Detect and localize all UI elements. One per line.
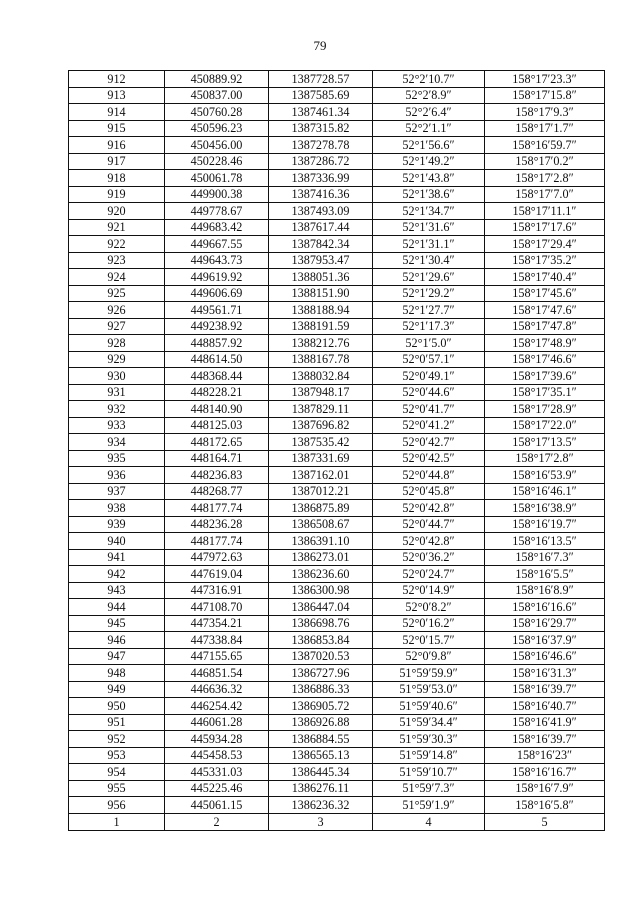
table-row (69, 285, 605, 302)
table-row (69, 203, 605, 220)
y-coordinate-cell: 1386565.13 (269, 747, 373, 764)
latitude-cell: 51°59′59.9″ (373, 665, 485, 682)
table-row (69, 599, 605, 616)
y-coordinate-cell: 1386445.34 (269, 764, 373, 781)
x-coordinate-cell: 450596.23 (165, 120, 269, 137)
point-number-cell: 951 (69, 714, 165, 731)
x-coordinate-cell: 448177.74 (165, 500, 269, 517)
point-number-cell: 936 (69, 467, 165, 484)
point-number-cell: 918 (69, 170, 165, 187)
table-row (69, 549, 605, 566)
latitude-cell: 52°1′17.3″ (373, 318, 485, 335)
x-coordinate-cell: 447972.63 (165, 549, 269, 566)
latitude-cell: 52°1′30.4″ (373, 252, 485, 269)
y-coordinate-cell: 1386884.55 (269, 731, 373, 748)
x-coordinate-cell: 450837.00 (165, 87, 269, 104)
point-number-cell: 922 (69, 236, 165, 253)
latitude-cell: 52°0′45.8″ (373, 483, 485, 500)
latitude-cell: 51°59′53.0″ (373, 681, 485, 698)
point-number-cell: 924 (69, 269, 165, 286)
x-coordinate-cell: 448268.77 (165, 483, 269, 500)
table-row (69, 566, 605, 583)
x-coordinate-cell: 448368.44 (165, 368, 269, 385)
latitude-cell: 51°59′34.4″ (373, 714, 485, 731)
longitude-cell: 158°17′35.1″ (485, 384, 605, 401)
y-coordinate-cell: 1387012.21 (269, 483, 373, 500)
y-coordinate-cell: 1386508.67 (269, 516, 373, 533)
longitude-cell: 158°16′29.7″ (485, 615, 605, 632)
latitude-cell: 52°0′15.7″ (373, 632, 485, 649)
longitude-cell: 158°17′45.6″ (485, 285, 605, 302)
longitude-cell: 158°16′31.3″ (485, 665, 605, 682)
table-row (69, 582, 605, 599)
table-row (69, 252, 605, 269)
y-coordinate-cell: 1386447.04 (269, 599, 373, 616)
x-coordinate-cell: 447619.04 (165, 566, 269, 583)
table-row (69, 698, 605, 715)
longitude-cell: 158°16′46.1″ (485, 483, 605, 500)
longitude-cell: 158°16′23″ (485, 747, 605, 764)
y-coordinate-cell: 1387286.72 (269, 153, 373, 170)
y-coordinate-cell: 1386926.88 (269, 714, 373, 731)
point-number-cell: 914 (69, 104, 165, 121)
y-coordinate-cell: 1387278.78 (269, 137, 373, 154)
y-coordinate-cell: 1388032.84 (269, 368, 373, 385)
x-coordinate-cell: 446636.32 (165, 681, 269, 698)
y-coordinate-cell: 1388167.78 (269, 351, 373, 368)
x-coordinate-cell: 450889.92 (165, 71, 269, 88)
table-row (69, 665, 605, 682)
table-row (69, 269, 605, 286)
longitude-cell: 158°16′16.7″ (485, 764, 605, 781)
latitude-cell: 52°0′44.7″ (373, 516, 485, 533)
longitude-cell: 158°16′39.7″ (485, 731, 605, 748)
x-coordinate-cell: 448228.21 (165, 384, 269, 401)
point-number-cell: 932 (69, 401, 165, 418)
point-number-cell: 950 (69, 698, 165, 715)
y-coordinate-cell: 1387331.69 (269, 450, 373, 467)
table-row (69, 615, 605, 632)
y-coordinate-cell: 1386698.76 (269, 615, 373, 632)
point-number-cell: 933 (69, 417, 165, 434)
table-row (69, 648, 605, 665)
point-number-cell: 934 (69, 434, 165, 451)
x-coordinate-cell: 449900.38 (165, 186, 269, 203)
latitude-cell: 52°0′44.8″ (373, 467, 485, 484)
latitude-cell: 52°1′29.2″ (373, 285, 485, 302)
x-coordinate-cell: 450456.00 (165, 137, 269, 154)
table-row (69, 681, 605, 698)
longitude-cell: 158°16′40.7″ (485, 698, 605, 715)
latitude-cell: 51°59′1.9″ (373, 797, 485, 814)
table-row (69, 335, 605, 352)
x-coordinate-cell: 449643.73 (165, 252, 269, 269)
point-number-cell: 942 (69, 566, 165, 583)
page-number: 79 (313, 38, 327, 53)
y-coordinate-cell: 1387416.36 (269, 186, 373, 203)
latitude-cell: 52°0′49.1″ (373, 368, 485, 385)
table-row (69, 533, 605, 550)
longitude-cell: 158°16′13.5″ (485, 533, 605, 550)
y-coordinate-cell: 1386853.84 (269, 632, 373, 649)
longitude-cell: 158°17′40.4″ (485, 269, 605, 286)
latitude-cell: 51°59′7.3″ (373, 780, 485, 797)
x-coordinate-cell: 448164.71 (165, 450, 269, 467)
latitude-cell: 52°0′14.9″ (373, 582, 485, 599)
point-number-cell: 955 (69, 780, 165, 797)
table-row (69, 120, 605, 137)
point-number-cell: 947 (69, 648, 165, 665)
x-coordinate-cell: 445331.03 (165, 764, 269, 781)
latitude-cell: 51°59′30.3″ (373, 731, 485, 748)
y-coordinate-cell: 1387585.69 (269, 87, 373, 104)
latitude-cell: 52°2′1.1″ (373, 120, 485, 137)
latitude-cell: 52°0′16.2″ (373, 615, 485, 632)
y-coordinate-cell: 1387020.53 (269, 648, 373, 665)
table-row (69, 483, 605, 500)
table-row (69, 236, 605, 253)
x-coordinate-cell: 446851.54 (165, 665, 269, 682)
x-coordinate-cell: 448857.92 (165, 335, 269, 352)
longitude-cell: 158°17′13.5″ (485, 434, 605, 451)
table-row (69, 747, 605, 764)
table-row (69, 170, 605, 187)
x-coordinate-cell: 448236.83 (165, 467, 269, 484)
latitude-cell: 52°1′49.2″ (373, 153, 485, 170)
table-row (69, 219, 605, 236)
point-number-cell: 916 (69, 137, 165, 154)
table-row (69, 714, 605, 731)
point-number-cell: 920 (69, 203, 165, 220)
table-row (69, 401, 605, 418)
y-coordinate-cell: 1387315.82 (269, 120, 373, 137)
table-row (69, 434, 605, 451)
x-coordinate-cell: 450061.78 (165, 170, 269, 187)
point-number-cell: 919 (69, 186, 165, 203)
table-row (69, 71, 605, 88)
column-number-cell: 2 (165, 813, 269, 830)
latitude-cell: 52°0′42.7″ (373, 434, 485, 451)
y-coordinate-cell: 1387829.11 (269, 401, 373, 418)
table-row (69, 87, 605, 104)
y-coordinate-cell: 1386875.89 (269, 500, 373, 517)
coordinates-table (68, 70, 605, 831)
longitude-cell: 158°16′39.7″ (485, 681, 605, 698)
latitude-cell: 52°0′41.2″ (373, 417, 485, 434)
latitude-cell: 52°0′36.2″ (373, 549, 485, 566)
x-coordinate-cell: 447338.84 (165, 632, 269, 649)
longitude-cell: 158°17′39.6″ (485, 368, 605, 385)
latitude-cell: 52°2′10.7″ (373, 71, 485, 88)
x-coordinate-cell: 448140.90 (165, 401, 269, 418)
x-coordinate-cell: 448172.65 (165, 434, 269, 451)
longitude-cell: 158°16′37.9″ (485, 632, 605, 649)
latitude-cell: 52°0′57.1″ (373, 351, 485, 368)
point-number-cell: 954 (69, 764, 165, 781)
longitude-cell: 158°17′23.3″ (485, 71, 605, 88)
x-coordinate-cell: 447108.70 (165, 599, 269, 616)
table-row (69, 186, 605, 203)
longitude-cell: 158°17′17.6″ (485, 219, 605, 236)
point-number-cell: 943 (69, 582, 165, 599)
x-coordinate-cell: 449667.55 (165, 236, 269, 253)
y-coordinate-cell: 1387728.57 (269, 71, 373, 88)
point-number-cell: 945 (69, 615, 165, 632)
longitude-cell: 158°17′15.8″ (485, 87, 605, 104)
longitude-cell: 158°17′28.9″ (485, 401, 605, 418)
y-coordinate-cell: 1386276.11 (269, 780, 373, 797)
y-coordinate-cell: 1386905.72 (269, 698, 373, 715)
longitude-cell: 158°16′7.9″ (485, 780, 605, 797)
longitude-cell: 158°17′7.0″ (485, 186, 605, 203)
longitude-cell: 158°17′2.8″ (485, 450, 605, 467)
point-number-cell: 949 (69, 681, 165, 698)
y-coordinate-cell: 1386236.60 (269, 566, 373, 583)
latitude-cell: 52°0′41.7″ (373, 401, 485, 418)
longitude-cell: 158°16′19.7″ (485, 516, 605, 533)
y-coordinate-cell: 1388212.76 (269, 335, 373, 352)
column-number-cell: 1 (69, 813, 165, 830)
x-coordinate-cell: 447155.65 (165, 648, 269, 665)
y-coordinate-cell: 1387696.82 (269, 417, 373, 434)
longitude-cell: 158°16′5.5″ (485, 566, 605, 583)
longitude-cell: 158°16′5.8″ (485, 797, 605, 814)
latitude-cell: 51°59′10.7″ (373, 764, 485, 781)
point-number-cell: 912 (69, 71, 165, 88)
point-number-cell: 931 (69, 384, 165, 401)
latitude-cell: 52°1′29.6″ (373, 269, 485, 286)
point-number-cell: 956 (69, 797, 165, 814)
point-number-cell: 913 (69, 87, 165, 104)
y-coordinate-cell: 1386236.32 (269, 797, 373, 814)
point-number-cell: 915 (69, 120, 165, 137)
x-coordinate-cell: 446061.28 (165, 714, 269, 731)
x-coordinate-cell: 445934.28 (165, 731, 269, 748)
point-number-cell: 927 (69, 318, 165, 335)
point-number-cell: 938 (69, 500, 165, 517)
y-coordinate-cell: 1387162.01 (269, 467, 373, 484)
point-number-cell: 941 (69, 549, 165, 566)
coordinates-table-body (69, 71, 605, 831)
column-number-cell: 5 (485, 813, 605, 830)
x-coordinate-cell: 450760.28 (165, 104, 269, 121)
y-coordinate-cell: 1387617.44 (269, 219, 373, 236)
latitude-cell: 52°1′31.1″ (373, 236, 485, 253)
table-row (69, 318, 605, 335)
latitude-cell: 51°59′14.8″ (373, 747, 485, 764)
x-coordinate-cell: 448177.74 (165, 533, 269, 550)
y-coordinate-cell: 1386300.98 (269, 582, 373, 599)
x-coordinate-cell: 445225.46 (165, 780, 269, 797)
longitude-cell: 158°17′9.3″ (485, 104, 605, 121)
y-coordinate-cell: 1386727.96 (269, 665, 373, 682)
table-row (69, 351, 605, 368)
column-number-cell: 3 (269, 813, 373, 830)
x-coordinate-cell: 448236.28 (165, 516, 269, 533)
column-number-cell: 4 (373, 813, 485, 830)
x-coordinate-cell: 449238.92 (165, 318, 269, 335)
point-number-cell: 946 (69, 632, 165, 649)
longitude-cell: 158°17′2.8″ (485, 170, 605, 187)
point-number-cell: 939 (69, 516, 165, 533)
table-row (69, 797, 605, 814)
latitude-cell: 52°2′6.4″ (373, 104, 485, 121)
y-coordinate-cell: 1388151.90 (269, 285, 373, 302)
y-coordinate-cell: 1387948.17 (269, 384, 373, 401)
latitude-cell: 52°2′8.9″ (373, 87, 485, 104)
x-coordinate-cell: 448614.50 (165, 351, 269, 368)
y-coordinate-cell: 1387336.99 (269, 170, 373, 187)
table-row (69, 467, 605, 484)
y-coordinate-cell: 1387461.34 (269, 104, 373, 121)
longitude-cell: 158°17′29.4″ (485, 236, 605, 253)
table-row (69, 516, 605, 533)
latitude-cell: 52°1′5.0″ (373, 335, 485, 352)
longitude-cell: 158°16′53.9″ (485, 467, 605, 484)
x-coordinate-cell: 445458.53 (165, 747, 269, 764)
latitude-cell: 52°0′24.7″ (373, 566, 485, 583)
table-row (69, 780, 605, 797)
point-number-cell: 948 (69, 665, 165, 682)
longitude-cell: 158°17′48.9″ (485, 335, 605, 352)
x-coordinate-cell: 449606.69 (165, 285, 269, 302)
longitude-cell: 158°16′46.6″ (485, 648, 605, 665)
x-coordinate-cell: 449619.92 (165, 269, 269, 286)
latitude-cell: 52°1′27.7″ (373, 302, 485, 319)
y-coordinate-cell: 1387535.42 (269, 434, 373, 451)
y-coordinate-cell: 1387842.34 (269, 236, 373, 253)
table-row (69, 450, 605, 467)
longitude-cell: 158°17′46.6″ (485, 351, 605, 368)
point-number-cell: 944 (69, 599, 165, 616)
point-number-cell: 952 (69, 731, 165, 748)
y-coordinate-cell: 1388191.59 (269, 318, 373, 335)
latitude-cell: 51°59′40.6″ (373, 698, 485, 715)
latitude-cell: 52°1′38.6″ (373, 186, 485, 203)
column-number-row (69, 813, 605, 830)
point-number-cell: 929 (69, 351, 165, 368)
point-number-cell: 923 (69, 252, 165, 269)
y-coordinate-cell: 1387953.47 (269, 252, 373, 269)
latitude-cell: 52°0′9.8″ (373, 648, 485, 665)
longitude-cell: 158°17′11.1″ (485, 203, 605, 220)
point-number-cell: 940 (69, 533, 165, 550)
latitude-cell: 52°0′8.2″ (373, 599, 485, 616)
longitude-cell: 158°16′41.9″ (485, 714, 605, 731)
y-coordinate-cell: 1386886.33 (269, 681, 373, 698)
point-number-cell: 935 (69, 450, 165, 467)
x-coordinate-cell: 449683.42 (165, 219, 269, 236)
table-row (69, 384, 605, 401)
table-row (69, 153, 605, 170)
table-row (69, 137, 605, 154)
latitude-cell: 52°1′43.8″ (373, 170, 485, 187)
y-coordinate-cell: 1386391.10 (269, 533, 373, 550)
x-coordinate-cell: 448125.03 (165, 417, 269, 434)
table-row (69, 417, 605, 434)
longitude-cell: 158°17′1.7″ (485, 120, 605, 137)
table-row (69, 764, 605, 781)
x-coordinate-cell: 447354.21 (165, 615, 269, 632)
longitude-cell: 158°17′47.6″ (485, 302, 605, 319)
table-row (69, 500, 605, 517)
latitude-cell: 52°1′56.6″ (373, 137, 485, 154)
longitude-cell: 158°16′59.7″ (485, 137, 605, 154)
longitude-cell: 158°16′7.3″ (485, 549, 605, 566)
latitude-cell: 52°0′42.8″ (373, 500, 485, 517)
latitude-cell: 52°0′44.6″ (373, 384, 485, 401)
point-number-cell: 937 (69, 483, 165, 500)
longitude-cell: 158°17′35.2″ (485, 252, 605, 269)
longitude-cell: 158°16′8.9″ (485, 582, 605, 599)
table-row (69, 368, 605, 385)
longitude-cell: 158°17′47.8″ (485, 318, 605, 335)
x-coordinate-cell: 447316.91 (165, 582, 269, 599)
y-coordinate-cell: 1386273.01 (269, 549, 373, 566)
point-number-cell: 953 (69, 747, 165, 764)
x-coordinate-cell: 450228.46 (165, 153, 269, 170)
point-number-cell: 930 (69, 368, 165, 385)
point-number-cell: 921 (69, 219, 165, 236)
longitude-cell: 158°17′0.2″ (485, 153, 605, 170)
y-coordinate-cell: 1388188.94 (269, 302, 373, 319)
y-coordinate-cell: 1387493.09 (269, 203, 373, 220)
longitude-cell: 158°16′38.9″ (485, 500, 605, 517)
longitude-cell: 158°17′22.0″ (485, 417, 605, 434)
longitude-cell: 158°16′16.6″ (485, 599, 605, 616)
x-coordinate-cell: 446254.42 (165, 698, 269, 715)
point-number-cell: 917 (69, 153, 165, 170)
table-row (69, 104, 605, 121)
table-row (69, 302, 605, 319)
x-coordinate-cell: 449561.71 (165, 302, 269, 319)
table-row (69, 731, 605, 748)
table-row (69, 632, 605, 649)
point-number-cell: 926 (69, 302, 165, 319)
point-number-cell: 925 (69, 285, 165, 302)
x-coordinate-cell: 449778.67 (165, 203, 269, 220)
latitude-cell: 52°0′42.8″ (373, 533, 485, 550)
point-number-cell: 928 (69, 335, 165, 352)
latitude-cell: 52°0′42.5″ (373, 450, 485, 467)
x-coordinate-cell: 445061.15 (165, 797, 269, 814)
latitude-cell: 52°1′34.7″ (373, 203, 485, 220)
latitude-cell: 52°1′31.6″ (373, 219, 485, 236)
y-coordinate-cell: 1388051.36 (269, 269, 373, 286)
